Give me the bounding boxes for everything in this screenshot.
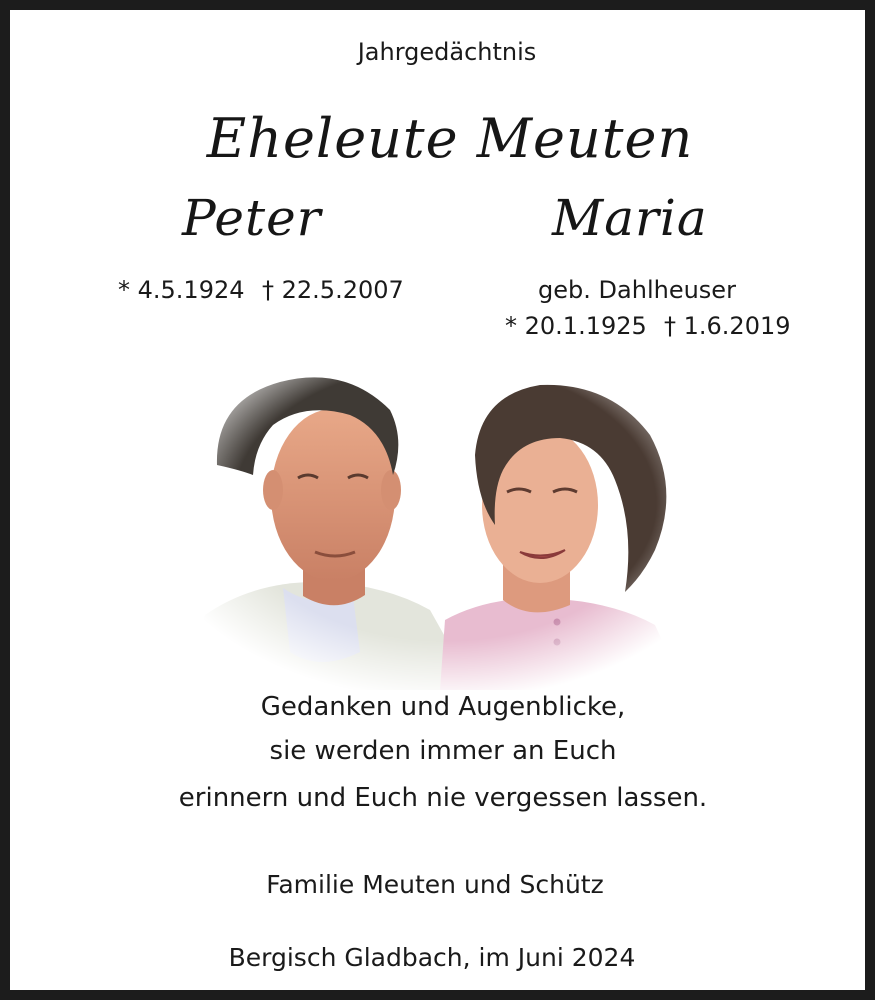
left-death-date: † 22.5.2007: [262, 276, 404, 304]
first-name-left: Peter: [182, 189, 322, 247]
poem-line-1: Gedanken und Augenblicke,: [260, 692, 626, 722]
poem-line-3: erinnern und Euch nie vergessen lassen.: [178, 783, 708, 813]
right-birth-date: * 20.1.1925: [505, 312, 647, 340]
couple-title: Eheleute Meuten: [206, 107, 694, 170]
poem-line-2: sie werden immer an Euch: [269, 736, 617, 766]
right-death-date: † 1.6.2019: [664, 312, 791, 340]
place-date: Bergisch Gladbach, im Juni 2024: [228, 943, 636, 972]
maiden-name: geb. Dahlheuser: [538, 276, 736, 304]
left-birth-date: * 4.5.1924: [118, 276, 245, 304]
first-name-right: Maria: [552, 189, 708, 247]
notice-kicker: Jahrgedächtnis: [357, 38, 537, 66]
couple-photo: [185, 360, 705, 700]
family-signature: Familie Meuten und Schütz: [266, 870, 604, 899]
